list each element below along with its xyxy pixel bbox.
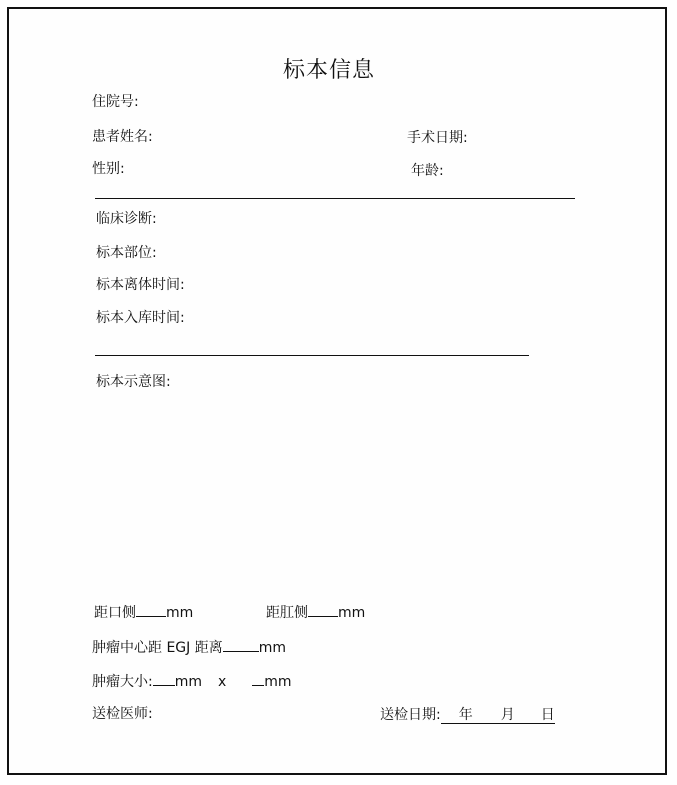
date-month-label: 月 — [500, 707, 515, 723]
tumor-size-blank-2 — [252, 672, 264, 686]
specimen-diagram-label: 标本示意图: — [96, 374, 171, 390]
distance-anal-label: 距肛侧 — [266, 605, 308, 621]
admission-number-label: 住院号: — [92, 94, 139, 110]
distance-anal-field — [266, 603, 365, 620]
distance-oral-field — [94, 603, 193, 620]
tumor-size-times: x — [218, 674, 227, 690]
surgery-date-label: 手术日期: — [407, 130, 468, 146]
specimen-site-label: 标本部位: — [96, 245, 157, 261]
distance-oral-label: 距口侧 — [94, 605, 136, 621]
age-label: 年龄: — [411, 163, 444, 179]
specimen-isolation-time-label: 标本离体时间: — [96, 277, 185, 293]
page-title: 标本信息 — [283, 58, 376, 83]
submission-date-field — [380, 708, 555, 724]
section-divider — [95, 355, 529, 356]
patient-name-label: 患者姓名: — [92, 129, 153, 145]
date-day-label: 日 — [540, 707, 555, 723]
tumor-egj-distance-blank — [223, 638, 259, 652]
clinical-diagnosis-label: 临床诊断: — [96, 211, 157, 227]
tumor-size-field — [92, 672, 292, 689]
tumor-egj-distance-label: 肿瘤中心距 EGJ 距离 — [92, 640, 223, 656]
tumor-size-label: 肿瘤大小: — [92, 674, 153, 690]
submission-date-line — [441, 708, 555, 724]
sex-label: 性别: — [92, 161, 125, 177]
tumor-egj-distance-unit: mm — [258, 640, 287, 656]
tumor-size-blank-1 — [153, 672, 175, 686]
distance-oral-unit: mm — [166, 605, 194, 621]
section-divider — [95, 198, 575, 199]
tumor-egj-distance-field — [92, 638, 286, 655]
distance-oral-blank — [136, 603, 166, 617]
date-year-label: 年 — [458, 707, 473, 723]
submission-date-label: 送检日期: — [380, 707, 441, 723]
tumor-size-unit-1: mm — [174, 674, 202, 690]
distance-anal-blank — [308, 603, 338, 617]
distance-anal-unit: mm — [338, 605, 366, 621]
specimen-storage-time-label: 标本入库时间: — [96, 310, 185, 326]
submitting-doctor-label: 送检医师: — [92, 706, 153, 722]
tumor-size-unit-2: mm — [264, 674, 292, 690]
form-border — [7, 7, 667, 775]
